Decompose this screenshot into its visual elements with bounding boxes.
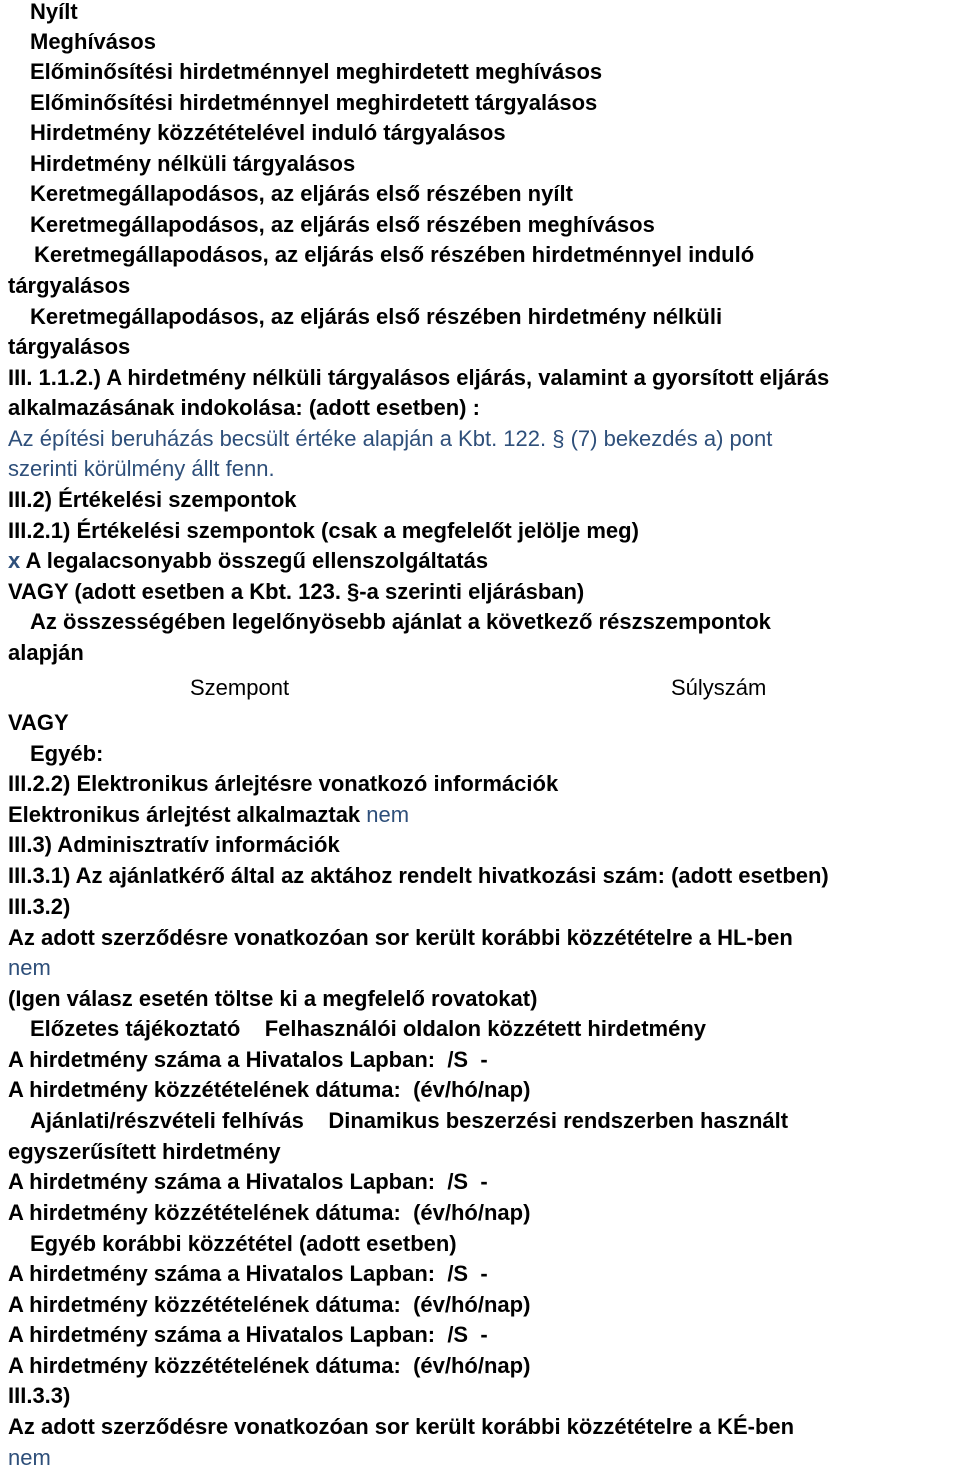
lowest-price-label: A legalacsonyabb összegű ellenszolgáltatás [20,548,489,573]
e-auction-value: nem [360,802,410,827]
procedure-type-framework-open: Keretmegállapodásos, az eljárás első részében nyílt [30,181,573,206]
or-line: VAGY [8,710,69,735]
section-iii-2-2-heading: III.2.2) Elektronikus árlejtésre vonatkozó információk [8,771,559,796]
procedure-type-framework-negotiated-notice: Keretmegállapodásos, az eljárás első részében hirdetménnyel induló [34,242,755,267]
prior-publication-hl-value: nem [8,955,51,980]
section-iii-1-1-2-heading: III. 1.1.2.) A hirdetmény nélküli tárgyalásos eljárás, valamint a gyorsított eljárás [8,365,830,390]
or-line-kbt-123: VAGY (adott esetben a Kbt. 123. §-a szerinti eljárásban) [8,579,585,604]
section-iii-3-1-heading: III.3.1) Az ajánlatkérő által az aktához rendelt hivatkozási szám: (adott esetben) [8,863,829,888]
other-prior-publication: Egyéb korábbi közzététel (adott esetben) [30,1231,457,1256]
section-iii-2-heading: III.2) Értékelési szempontok [8,487,297,512]
e-auction-used [8,800,409,830]
section-iii-3-2-heading: III.3.2) [8,894,71,919]
notice-date-2: A hirdetmény közzétételének dátuma: (év/hó/nap) [8,1200,531,1225]
procedure-type-framework-restricted: Keretmegállapodásos, az eljárás első részében meghívásos [30,212,655,237]
procedure-type-open: Nyílt [30,0,78,24]
e-auction-label: Elektronikus árlejtést alkalmaztak [8,802,361,827]
justification-text-cont: szerinti körülmény állt fenn. [8,456,275,481]
procedure-type-framework-negotiated-notice-cont: tárgyalásos [8,273,131,298]
section-iii-2-1-heading: III.2.1) Értékelési szempontok (csak a megfelelőt jelölje meg) [8,518,639,543]
notice-date-3: A hirdetmény közzétételének dátuma: (év/hó/nap) [8,1292,531,1317]
notice-date-4: A hirdetmény közzétételének dátuma: (év/hó/nap) [8,1353,531,1378]
procedure-type-prequalified-restricted: Előminősítési hirdetménnyel meghirdetett meghívásos [30,59,603,84]
justification-text: Az építési beruházás becsült értéke alapján a Kbt. 122. § (7) bekezdés a) pont [8,426,773,451]
procedure-type-prequalified-negotiated: Előminősítési hirdetménnyel meghirdetett tárgyalásos [30,90,598,115]
selected-mark: x [8,548,21,573]
section-iii-3-3-heading: III.3.3) [8,1383,71,1408]
procedure-type-negotiated-with-notice: Hirdetmény közzétételével induló tárgyalásos [30,120,506,145]
column-header-weight: Súlyszám [671,675,767,700]
procedure-type-negotiated-without-notice: Hirdetmény nélküli tárgyalásos [30,151,356,176]
fill-in-instruction: (Igen válasz esetén töltse ki a megfelelő rovatokat) [8,986,538,1011]
notice-date-1: A hirdetmény közzétételének dátuma: (év/hó/nap) [8,1077,531,1102]
column-header-criterion: Szempont [190,675,290,700]
contract-notice-options: Ajánlati/részvételi felhívás Dinamikus beszerzési rendszerben használt [30,1108,789,1133]
contract-notice-options-cont: egyszerűsített hirdetmény [8,1139,281,1164]
prior-publication-hl-question: Az adott szerződésre vonatkozóan sor került korábbi közzétételre a HL-ben [8,925,793,950]
prior-publication-ke-question: Az adott szerződésre vonatkozóan sor került korábbi közzétételre a KÉ-ben [8,1414,795,1439]
most-advantageous-criterion-cont: alapján [8,640,84,665]
notice-number-ol-2: A hirdetmény száma a Hivatalos Lapban: /S - [8,1169,488,1194]
notice-number-ol-3: A hirdetmény száma a Hivatalos Lapban: /S - [8,1261,488,1286]
section-iii-1-1-2-heading-cont: alkalmazásának indokolása: (adott esetben) : [8,395,480,420]
notice-number-ol-1: A hirdetmény száma a Hivatalos Lapban: /S - [8,1047,488,1072]
procedure-type-framework-negotiated-no-notice-cont: tárgyalásos [8,334,131,359]
lowest-price-criterion [8,546,488,576]
other-criterion: Egyéb: [30,741,104,766]
prior-publication-ke-value: nem [8,1445,51,1470]
notice-number-ol-4: A hirdetmény száma a Hivatalos Lapban: /S - [8,1322,488,1347]
prior-info-notice-options: Előzetes tájékoztató Felhasználói oldalon közzétett hirdetmény [30,1016,707,1041]
procedure-type-restricted: Meghívásos [30,29,156,54]
section-iii-3-heading: III.3) Adminisztratív információk [8,832,340,857]
procedure-type-framework-negotiated-no-notice: Keretmegállapodásos, az eljárás első részében hirdetmény nélküli [30,304,723,329]
most-advantageous-criterion: Az összességében legelőnyösebb ajánlat a következő részszempontok [30,609,771,634]
